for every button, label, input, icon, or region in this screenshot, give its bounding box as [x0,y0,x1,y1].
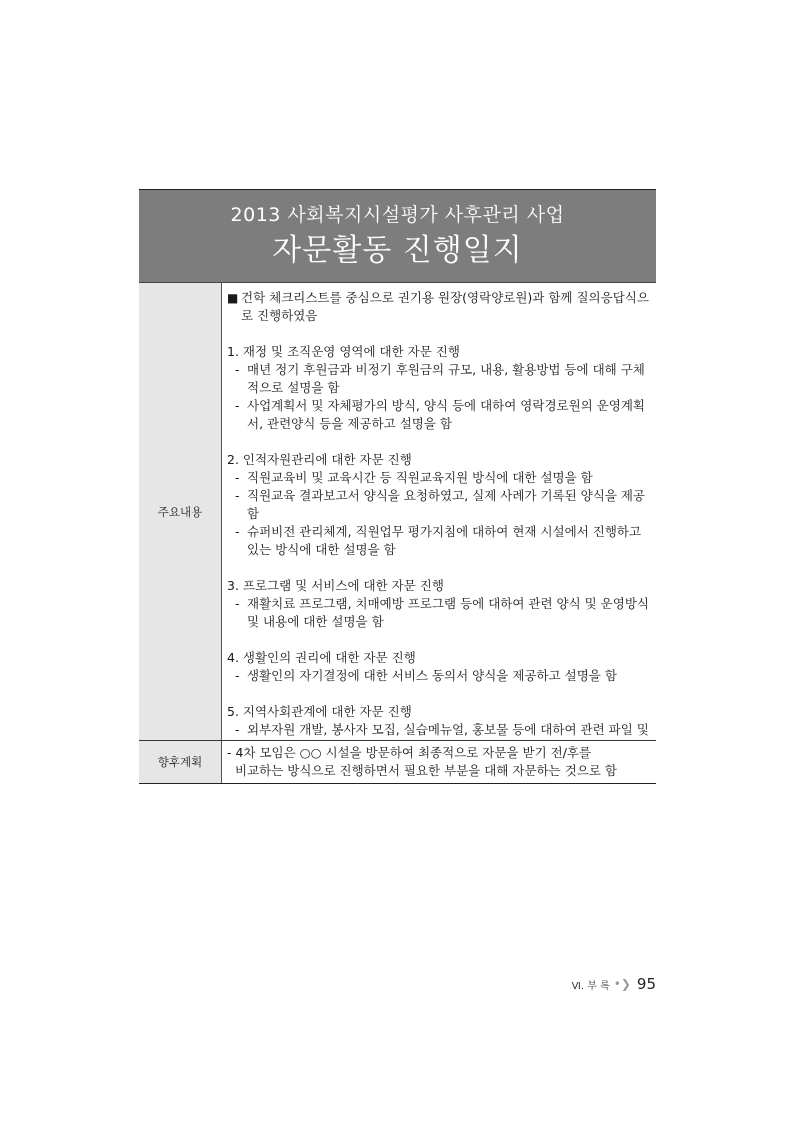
list-item [227,667,656,685]
list-item-text: 외부자원 개발, 봉사자 모집, 실습메뉴얼, 홍보물 등에 대하여 관련 파일 및 [247,722,649,737]
list-item [227,361,656,397]
list-item [227,721,656,740]
list-item-text: 슈퍼비전 관리체계, 직원업무 평가지침에 대하여 현재 시설에서 진행하고 있는 방식에 대한 설명을 함 [247,524,642,557]
page-number: 95 [636,975,656,993]
section-title: 4. 생활인의 권리에 대한 자문 진행 [227,650,416,665]
document-subtitle: 2013 사회복지시설평가 사후관리 사업 [230,204,565,226]
chevron-right-icon: •❯ [613,977,631,991]
table-header [139,190,656,283]
section-title: 5. 지역사회관계에 대한 자문 진행 [227,704,412,719]
list-item [227,487,656,523]
dash-bullet-icon: - [235,722,240,737]
section-4 [227,649,656,685]
dash-bullet-icon: - [235,398,240,413]
list-item-text: 사업계획서 및 자체평가의 방식, 양식 등에 대하여 영락경로원의 운영계획서, 관련양식 등을 제공하고 설명을 함 [247,398,646,431]
future-plan-label: 향후계획 [139,741,222,783]
intro-text: 건학 체크리스트를 중심으로 권기용 원장(영락양로원)과 함께 질의응답식으로 진행하였음 [241,290,649,323]
future-plan-line-2: 비교하는 방식으로 진행하면서 필요한 부분을 대해 자문하는 것으로 함 [235,763,617,778]
list-item [227,523,656,559]
section-1 [227,343,656,433]
main-content-row [139,283,656,741]
dash-bullet-icon: - [235,596,240,611]
dash-bullet-icon: - [235,362,240,377]
activity-log-table [139,189,656,784]
list-item-text: 직원교육 결과보고서 양식을 요청하였고, 실제 사례가 기록된 양식을 제공함 [247,488,646,521]
dash-bullet-icon: - [235,524,240,539]
list-item [227,595,656,631]
dash-bullet-icon: - [235,488,240,503]
page-footer [560,973,656,995]
footer-section-label: Ⅵ. 부 록 [571,980,610,992]
list-item-text: 매년 정기 후원금과 비정기 후원금의 규모, 내용, 활용방법 등에 대해 구체적으로 설명을 함 [247,362,645,395]
intro-paragraph [227,289,656,325]
future-plan-cell [222,741,656,783]
future-plan-line-1: - 4차 모임은 ○○ 시설을 방문하여 최종적으로 자문을 받기 전/후를 [227,745,592,760]
main-content-label: 주요내용 [139,283,222,740]
list-item-text: 생활인의 자기결정에 대한 서비스 동의서 양식을 제공하고 설명을 함 [247,668,617,683]
list-item [227,397,656,433]
future-plan-row [139,741,656,783]
section-title: 1. 재정 및 조직운영 영역에 대한 자문 진행 [227,344,460,359]
section-title: 3. 프로그램 및 서비스에 대한 자문 진행 [227,578,444,593]
list-item [227,469,656,487]
dash-bullet-icon: - [235,470,240,485]
section-2 [227,451,656,559]
section-5 [227,703,656,740]
section-title: 2. 인적자원관리에 대한 자문 진행 [227,452,412,467]
section-3 [227,577,656,631]
dash-bullet-icon: - [235,668,240,683]
list-item-text: 직원교육비 및 교육시간 등 직원교육지원 방식에 대한 설명을 함 [247,470,593,485]
main-content-cell [222,283,656,740]
list-item-text: 재활치료 프로그램, 치매예방 프로그램 등에 대하여 관련 양식 및 운영방식 및 내용에 대한 설명을 함 [247,596,649,629]
document-title: 자문활동 진행일지 [272,233,523,268]
square-bullet-icon: ■ [227,291,239,305]
